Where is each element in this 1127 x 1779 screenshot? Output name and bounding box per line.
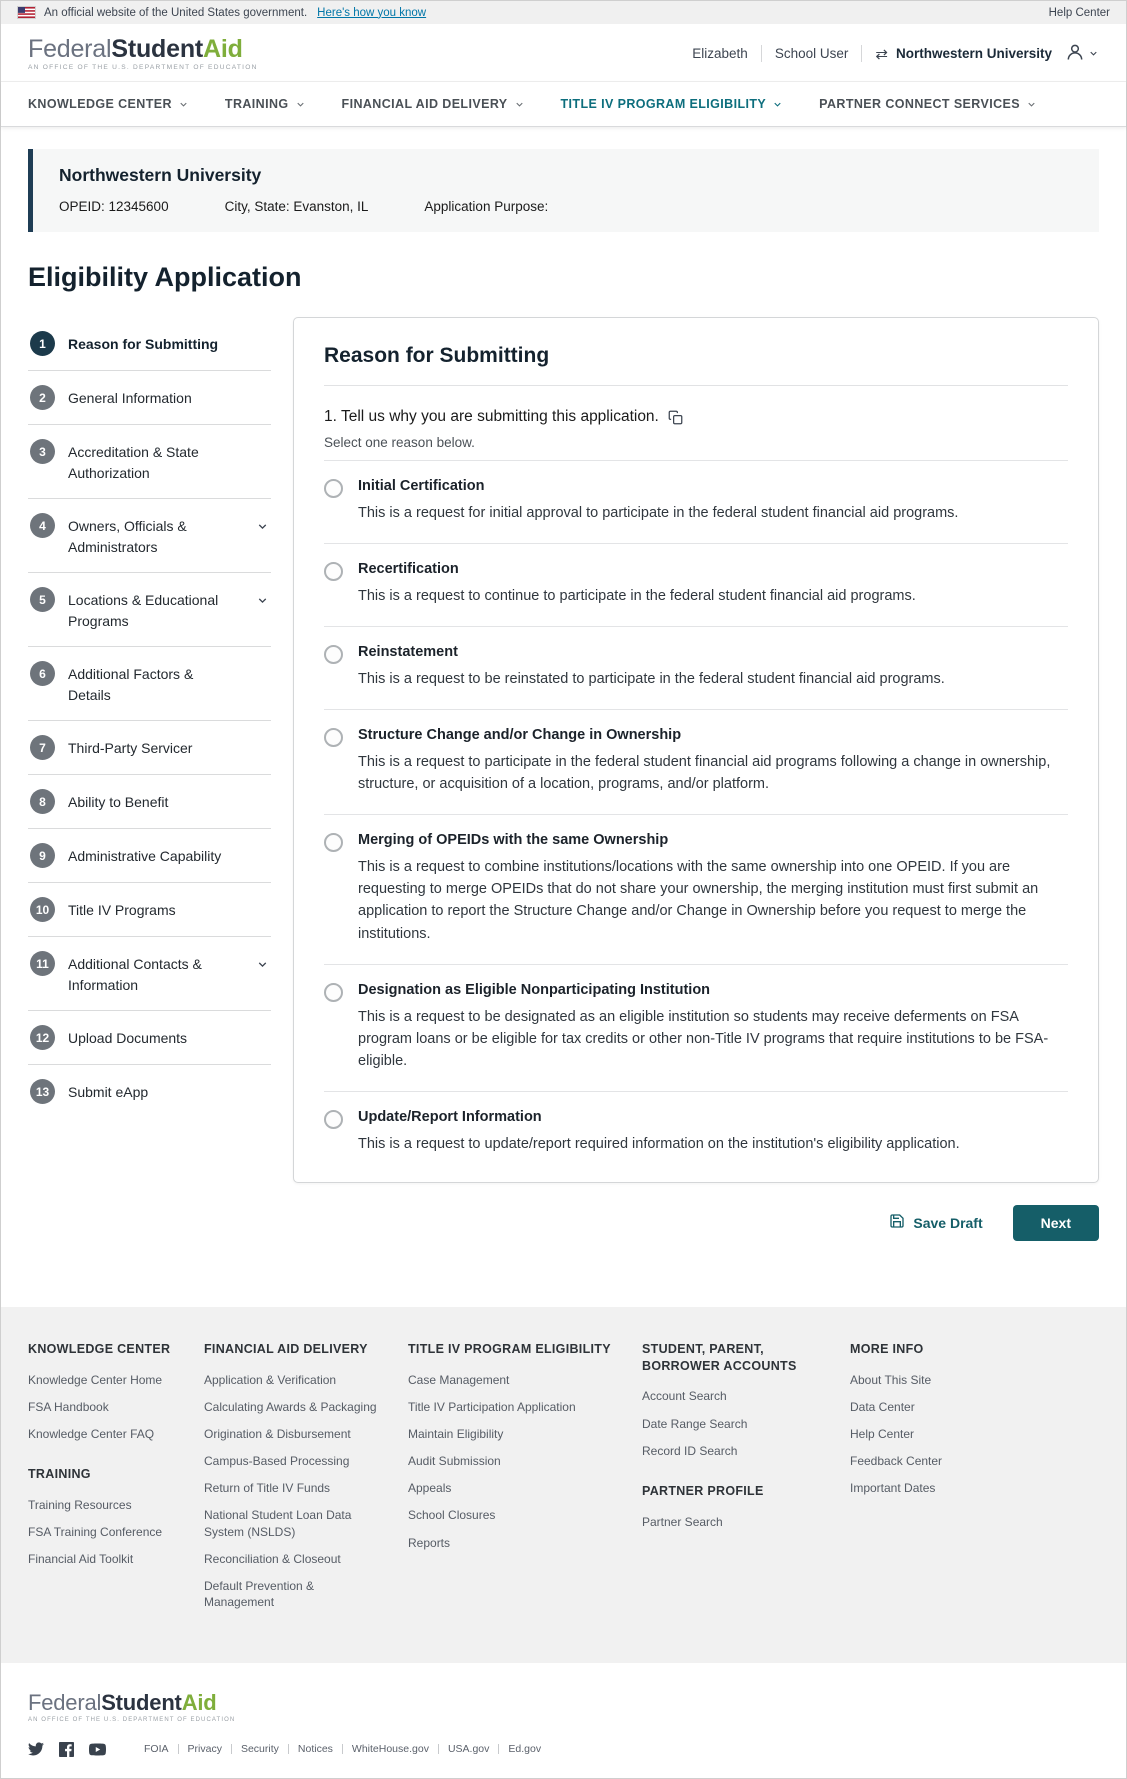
footer-link[interactable]: Financial Aid Toolkit: [28, 1552, 134, 1567]
institution-opeid: OPEID: 12345600: [59, 199, 169, 215]
reason-option[interactable]: [324, 814, 1068, 963]
steps-sidebar: [28, 317, 271, 1118]
footer-link[interactable]: Help Center: [850, 1426, 915, 1441]
sidebar-step[interactable]: [28, 573, 271, 647]
help-center-link[interactable]: Help Center: [1048, 6, 1110, 19]
step-label: Upload Documents: [68, 1030, 188, 1047]
footer-section-title: FINANCIAL AID DELIVERY: [204, 1341, 368, 1356]
footer-link[interactable]: Campus-Based Processing: [204, 1454, 350, 1469]
option-description: This is a request to participate in the federal student financial aid programs following a change in ownership, structure, or acquisition of a location, programs, and/or platform.: [358, 754, 1051, 793]
step-number-badge: 5: [30, 587, 55, 612]
sidebar-step[interactable]: [28, 721, 271, 775]
step-number-badge: 4: [30, 513, 55, 538]
footer-link[interactable]: FSA Handbook: [28, 1399, 109, 1414]
step-number-badge: 3: [30, 439, 55, 464]
reason-form-card: [293, 317, 1099, 1182]
footer-link[interactable]: Account Search: [642, 1389, 727, 1404]
sidebar-step[interactable]: [28, 829, 271, 883]
question-text: 1. Tell us why you are submitting this application.: [324, 408, 659, 426]
option-label: Initial Certification: [358, 478, 485, 495]
footer-link[interactable]: Return of Title IV Funds: [204, 1481, 331, 1496]
nav-item[interactable]: [342, 97, 525, 111]
form-actions: [28, 1205, 1099, 1241]
nav-item[interactable]: [561, 97, 784, 111]
footer-link[interactable]: FSA Training Conference: [28, 1525, 163, 1540]
footer-link[interactable]: Feedback Center: [850, 1454, 943, 1469]
option-description: This is a request to be reinstated to participate in the federal student financial aid programs.: [358, 671, 945, 688]
user-name[interactable]: Elizabeth: [692, 46, 748, 62]
option-description: This is a request to combine institutions/locations with the same ownership into one OPEID. If you are requesting to merge OPEIDs that do not share your ownership, the merging institution must first submit an application to report the Structure Change and/or Change in Ownership before you request to merge the institutions.: [358, 859, 1039, 942]
legal-link[interactable]: Notices: [288, 1744, 342, 1755]
chevron-down-icon: [1026, 99, 1037, 110]
radio-button[interactable]: [324, 479, 343, 498]
social-row: [28, 1741, 1099, 1758]
step-number-badge: 9: [30, 843, 55, 868]
institution-banner: [28, 149, 1099, 232]
legal-link[interactable]: FOIA: [144, 1742, 169, 1755]
step-number-badge: 13: [30, 1079, 55, 1104]
logo-text-aid: Aid: [181, 1690, 217, 1716]
footer-section-title: TRAINING: [28, 1467, 91, 1482]
option-label: Reinstatement: [358, 644, 458, 661]
footer-section-title: MORE INFO: [850, 1341, 924, 1356]
option-label: Recertification: [358, 561, 459, 578]
chevron-down-icon: [1088, 48, 1099, 59]
youtube-icon[interactable]: [89, 1741, 106, 1758]
footer-link[interactable]: Origination & Disbursement: [204, 1426, 351, 1441]
card-title: Reason for Submitting: [324, 344, 1068, 386]
option-label: Designation as Eligible Nonparticipating Institution: [358, 981, 711, 998]
facebook-icon[interactable]: [59, 1742, 74, 1757]
logo-text-federal: Federal: [28, 35, 112, 63]
step-number-badge: 2: [30, 385, 55, 410]
option-label: Update/Report Information: [358, 1108, 542, 1125]
nav-item-label: FINANCIAL AID DELIVERY: [341, 97, 508, 112]
footer-link[interactable]: Case Management: [408, 1372, 510, 1387]
save-icon: [889, 1213, 905, 1232]
sidebar-step[interactable]: [28, 1011, 271, 1065]
step-label: Owners, Officials & Administrators: [68, 518, 187, 556]
footer-link[interactable]: Maintain Eligibility: [408, 1426, 504, 1441]
main-nav: [1, 81, 1126, 127]
footer-section-title: TITLE IV PROGRAM ELIGIBILITY: [408, 1341, 611, 1356]
footer-link[interactable]: Knowledge Center FAQ: [28, 1426, 155, 1441]
instruction-text: Select one reason below.: [324, 435, 475, 451]
nav-item-label: KNOWLEDGE CENTER: [28, 97, 172, 112]
step-label: Additional Factors & Details: [68, 666, 194, 704]
separator: [861, 45, 862, 62]
chevron-down-icon[interactable]: [256, 513, 269, 538]
sidebar-step[interactable]: [28, 371, 271, 425]
footer-link[interactable]: Partner Search: [642, 1514, 723, 1529]
sidebar-step[interactable]: [28, 425, 271, 499]
radio-button[interactable]: [324, 562, 343, 581]
sidebar-step[interactable]: [28, 1065, 271, 1118]
content: [28, 317, 1099, 1182]
radio-button[interactable]: [324, 645, 343, 664]
radio-button[interactable]: [324, 833, 343, 852]
step-number-badge: 10: [30, 897, 55, 922]
reason-option[interactable]: [324, 626, 1068, 709]
reason-option[interactable]: [324, 709, 1068, 814]
footer-section-title: KNOWLEDGE CENTER: [28, 1341, 171, 1356]
footer-link[interactable]: Audit Submission: [408, 1454, 501, 1469]
footer-link[interactable]: Knowledge Center Home: [28, 1372, 163, 1387]
logo-text-student: Student: [111, 35, 204, 63]
user-area: [692, 42, 1099, 65]
copy-document-icon[interactable]: [668, 410, 683, 425]
step-number-badge: 8: [30, 789, 55, 814]
footer-link[interactable]: Date Range Search: [642, 1416, 748, 1431]
footer-section-title: PARTNER PROFILE: [642, 1483, 764, 1498]
step-label: Additional Contacts & Information: [68, 956, 202, 994]
footer-link[interactable]: School Closures: [408, 1508, 496, 1523]
sidebar-step[interactable]: [28, 937, 271, 1011]
reason-options: [324, 460, 1068, 1173]
sidebar-step[interactable]: [28, 647, 271, 721]
chevron-down-icon: [295, 99, 306, 110]
step-label: Locations & Educational Programs: [68, 592, 219, 630]
switch-institution-icon[interactable]: ⇄: [875, 45, 888, 63]
user-role: School User: [774, 46, 849, 62]
official-site-text: An official website of the United States government.: [44, 6, 308, 19]
twitter-icon[interactable]: [28, 1741, 44, 1757]
chevron-down-icon[interactable]: [256, 951, 269, 976]
step-number-badge: 11: [30, 951, 55, 976]
footer-link[interactable]: National Student Loan Data System (NSLDS): [204, 1508, 352, 1539]
step-label: Title IV Programs: [68, 902, 176, 919]
logo-tagline: AN OFFICE OF THE U.S. DEPARTMENT OF EDUCATION: [28, 64, 258, 72]
option-description: This is a request to update/report required information on the institution's eligibility application.: [358, 1135, 960, 1152]
footer-link[interactable]: Important Dates: [850, 1481, 936, 1496]
separator: [761, 45, 762, 62]
reason-option[interactable]: [324, 543, 1068, 626]
option-description: This is a request to continue to participate in the federal student financial aid programs.: [358, 588, 916, 605]
legal-links: [135, 1744, 550, 1755]
nav-item-label: PARTNER CONNECT SERVICES: [819, 97, 1021, 112]
gov-banner: [1, 1, 1126, 24]
account-menu[interactable]: [1065, 42, 1099, 65]
legal-link[interactable]: WhiteHouse.gov: [342, 1744, 438, 1755]
legal-link[interactable]: USA.gov: [438, 1744, 498, 1755]
institution-city-state: City, State: Evanston, IL: [224, 199, 369, 215]
sidebar-step[interactable]: [28, 883, 271, 937]
radio-button[interactable]: [324, 1110, 343, 1129]
reason-option[interactable]: [324, 460, 1068, 543]
option-label: Structure Change and/or Change in Ownership: [358, 727, 682, 744]
page-title: Eligibility Application: [28, 262, 302, 293]
sidebar-step[interactable]: [28, 775, 271, 829]
user-account-icon: [1065, 42, 1085, 65]
step-label: General Information: [68, 390, 192, 407]
step-number-badge: 7: [30, 735, 55, 760]
chevron-down-icon[interactable]: [256, 587, 269, 612]
logo-text-federal: Federal: [28, 1690, 102, 1716]
footer-link[interactable]: Data Center: [850, 1399, 915, 1414]
legal-link[interactable]: Ed.gov: [498, 1744, 550, 1755]
site-header: [1, 24, 1126, 81]
nav-item[interactable]: [819, 97, 1037, 111]
reason-option[interactable]: [324, 1091, 1068, 1174]
nav-item[interactable]: [225, 97, 306, 111]
option-label: Merging of OPEIDs with the same Ownership: [358, 832, 669, 849]
step-number-badge: 12: [30, 1025, 55, 1050]
option-description: This is a request to be designated as an eligible institution so students may receive deferments on FSA program loans or be eligible for tax credits or other non-Title IV programs that require institutions to be FSA-eligible.: [358, 1008, 1049, 1069]
step-label: Submit eApp: [68, 1084, 149, 1101]
sidebar-step[interactable]: [28, 499, 271, 573]
footer-section-title: STUDENT, PARENT, BORROWER ACCOUNTS: [642, 1341, 797, 1373]
footer-link[interactable]: Default Prevention & Management: [204, 1579, 315, 1610]
option-description: This is a request for initial approval to participate in the federal student financial aid programs.: [358, 505, 959, 522]
logo-text-aid: Aid: [203, 35, 243, 63]
footer-link[interactable]: Reconciliation & Closeout: [204, 1551, 341, 1566]
legal-link[interactable]: Security: [231, 1744, 288, 1755]
step-label: Administrative Capability: [68, 848, 222, 865]
radio-button[interactable]: [324, 983, 343, 1002]
step-label: Third-Party Servicer: [68, 740, 193, 757]
nav-item[interactable]: [28, 97, 189, 111]
save-draft-button[interactable]: [889, 1213, 982, 1232]
step-label: Reason for Submitting: [68, 336, 219, 353]
heres-how-you-know-link[interactable]: Here's how you know: [317, 6, 427, 19]
nav-item-label: TITLE IV PROGRAM ELIGIBILITY: [560, 97, 767, 112]
site-footer: [1, 1307, 1126, 1664]
chevron-down-icon: [178, 99, 189, 110]
footer-link[interactable]: Application & Verification: [204, 1372, 337, 1387]
footer-link[interactable]: Reports: [408, 1535, 451, 1550]
us-flag-icon: [17, 6, 36, 19]
footer-link[interactable]: About This Site: [850, 1372, 932, 1387]
footer-link[interactable]: Appeals: [408, 1481, 452, 1496]
fsa-logo[interactable]: [28, 36, 258, 71]
fsa-logo-footer[interactable]: [28, 1691, 1099, 1722]
next-button[interactable]: Next: [1013, 1205, 1099, 1241]
footer-link[interactable]: Calculating Awards & Packaging: [204, 1399, 377, 1414]
save-draft-label: Save Draft: [913, 1214, 983, 1231]
step-number-badge: 6: [30, 661, 55, 686]
step-number-badge: 1: [30, 331, 55, 356]
step-label: Accreditation & State Authorization: [68, 444, 199, 482]
institution-application-purpose: Application Purpose:: [424, 199, 549, 215]
logo-tagline: AN OFFICE OF THE U.S. DEPARTMENT OF EDUCATION: [28, 1716, 236, 1723]
radio-button[interactable]: [324, 728, 343, 747]
chevron-down-icon: [772, 99, 783, 110]
institution-name: Northwestern University: [59, 165, 262, 186]
chevron-down-icon: [514, 99, 525, 110]
step-label: Ability to Benefit: [68, 794, 169, 811]
nav-item-label: TRAINING: [224, 97, 289, 112]
logo-text-student: Student: [101, 1690, 182, 1716]
footer-link[interactable]: Record ID Search: [642, 1443, 738, 1458]
sidebar-step[interactable]: [28, 317, 271, 371]
legal-link[interactable]: Privacy: [178, 1744, 231, 1755]
reason-option[interactable]: [324, 964, 1068, 1091]
footer-link[interactable]: Title IV Participation Application: [408, 1399, 576, 1414]
bottom-bar: [1, 1663, 1126, 1777]
header-institution-name[interactable]: Northwestern University: [895, 46, 1052, 62]
footer-link[interactable]: Training Resources: [28, 1497, 132, 1512]
